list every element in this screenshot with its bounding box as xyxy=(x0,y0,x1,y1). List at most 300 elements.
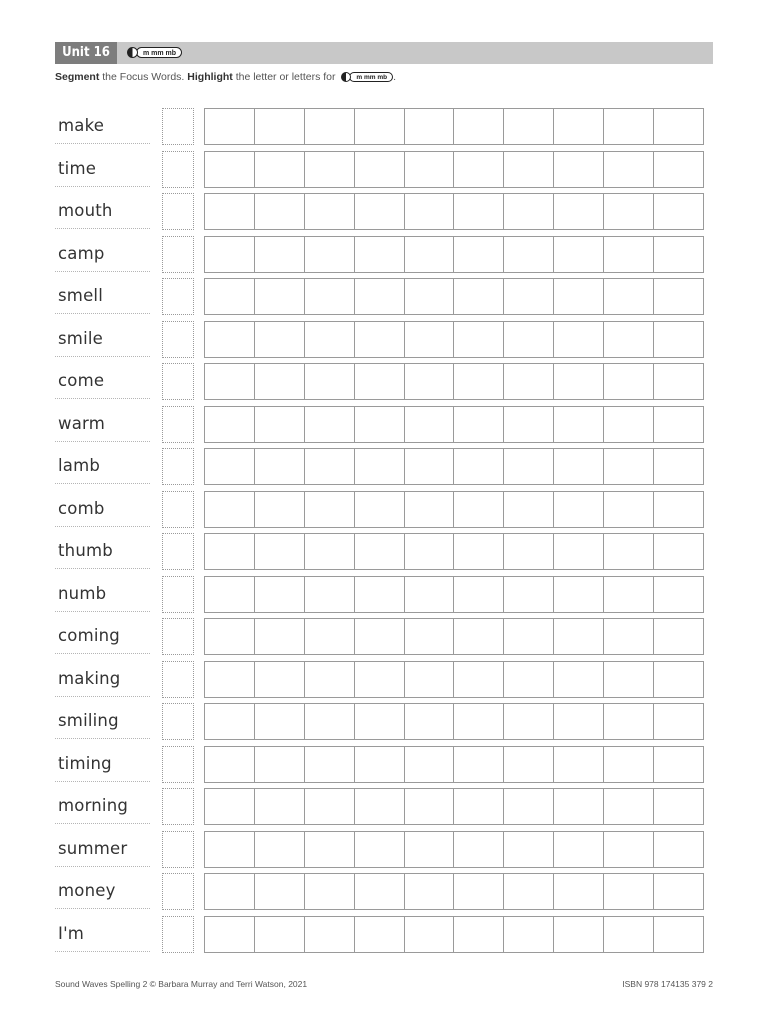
segment-grid xyxy=(204,363,703,400)
segment-cell[interactable] xyxy=(304,406,355,443)
segment-cell[interactable] xyxy=(204,576,255,613)
segment-cell[interactable] xyxy=(453,788,504,825)
segment-grid xyxy=(204,703,703,740)
segment-cell[interactable] xyxy=(204,661,255,698)
segment-cell[interactable] xyxy=(453,491,504,528)
footer-copyright: Sound Waves Spelling 2 © Barbara Murray and Terri Watson, 2021 xyxy=(55,979,308,989)
sound-count-box[interactable] xyxy=(162,321,194,358)
segment-cell[interactable] xyxy=(404,151,455,188)
segment-cell[interactable] xyxy=(503,533,554,570)
word-row xyxy=(55,363,713,406)
sound-count-box[interactable] xyxy=(162,746,194,783)
segment-cell[interactable] xyxy=(553,278,604,315)
segment-cell[interactable] xyxy=(603,448,654,485)
segment-cell[interactable] xyxy=(254,831,305,868)
segment-cell[interactable] xyxy=(204,278,255,315)
segment-cell[interactable] xyxy=(603,788,654,825)
inline-sound-badge xyxy=(341,72,393,82)
sound-badge xyxy=(127,46,182,59)
segment-cell[interactable] xyxy=(503,448,554,485)
focus-word: time xyxy=(58,158,97,178)
segment-cell[interactable] xyxy=(254,108,305,145)
sound-count-box[interactable] xyxy=(162,278,194,315)
segment-cell[interactable] xyxy=(453,916,504,953)
sound-count-box[interactable] xyxy=(162,151,194,188)
segment-cell[interactable] xyxy=(553,108,604,145)
segment-cell[interactable] xyxy=(453,533,504,570)
instructions xyxy=(55,71,396,83)
segment-cell[interactable] xyxy=(503,618,554,655)
focus-word: making xyxy=(58,668,121,688)
word-underline xyxy=(55,951,150,952)
segment-cell[interactable] xyxy=(603,406,654,443)
segment-cell[interactable] xyxy=(304,236,355,273)
segment-cell[interactable] xyxy=(453,321,504,358)
word-underline xyxy=(55,611,150,612)
segment-cell[interactable] xyxy=(553,703,604,740)
segment-cell[interactable] xyxy=(653,193,704,230)
segment-cell[interactable] xyxy=(404,193,455,230)
word-row xyxy=(55,533,713,576)
segment-cell[interactable] xyxy=(304,448,355,485)
segment-cell[interactable] xyxy=(653,321,704,358)
focus-word: smile xyxy=(58,328,103,348)
segment-cell[interactable] xyxy=(503,916,554,953)
segment-cell[interactable] xyxy=(603,491,654,528)
word-row xyxy=(55,406,713,449)
segment-grid xyxy=(204,278,703,315)
segment-cell[interactable] xyxy=(204,703,255,740)
segment-cell[interactable] xyxy=(553,533,604,570)
segment-cell[interactable] xyxy=(354,448,405,485)
segment-cell[interactable] xyxy=(453,703,504,740)
segment-cell[interactable] xyxy=(304,363,355,400)
segment-cell[interactable] xyxy=(603,916,654,953)
segment-cell[interactable] xyxy=(354,108,405,145)
segment-cell[interactable] xyxy=(204,448,255,485)
segment-cell[interactable] xyxy=(354,363,405,400)
segment-grid xyxy=(204,151,703,188)
segment-cell[interactable] xyxy=(204,236,255,273)
segment-cell[interactable] xyxy=(553,321,604,358)
segment-cell[interactable] xyxy=(653,576,704,613)
segment-cell[interactable] xyxy=(603,533,654,570)
segment-cell[interactable] xyxy=(254,703,305,740)
segment-grid xyxy=(204,321,703,358)
segment-cell[interactable] xyxy=(354,788,405,825)
segment-cell[interactable] xyxy=(503,746,554,783)
segment-cell[interactable] xyxy=(603,321,654,358)
segment-cell[interactable] xyxy=(404,831,455,868)
segment-cell[interactable] xyxy=(453,448,504,485)
segment-cell[interactable] xyxy=(354,278,405,315)
segment-cell[interactable] xyxy=(603,193,654,230)
segment-cell[interactable] xyxy=(653,533,704,570)
segment-cell[interactable] xyxy=(204,193,255,230)
instruction-text-2: the letter or letters for xyxy=(232,71,339,83)
segment-cell[interactable] xyxy=(453,661,504,698)
segment-cell[interactable] xyxy=(603,831,654,868)
segment-cell[interactable] xyxy=(254,363,305,400)
segment-grid xyxy=(204,236,703,273)
segment-cell[interactable] xyxy=(553,576,604,613)
segment-cell[interactable] xyxy=(204,533,255,570)
segment-grid xyxy=(204,406,703,443)
segment-cell[interactable] xyxy=(254,576,305,613)
segment-cell[interactable] xyxy=(653,406,704,443)
segment-cell[interactable] xyxy=(404,746,455,783)
segment-cell[interactable] xyxy=(354,151,405,188)
segment-grid xyxy=(204,491,703,528)
word-underline xyxy=(55,653,150,654)
segment-cell[interactable] xyxy=(304,703,355,740)
segment-cell[interactable] xyxy=(603,278,654,315)
segment-cell[interactable] xyxy=(204,788,255,825)
segment-cell[interactable] xyxy=(204,491,255,528)
unit-label: Unit 16 xyxy=(55,42,117,64)
segment-cell[interactable] xyxy=(653,788,704,825)
segment-cell[interactable] xyxy=(653,873,704,910)
segment-cell[interactable] xyxy=(453,406,504,443)
word-underline xyxy=(55,823,150,824)
sound-count-box[interactable] xyxy=(162,236,194,273)
sound-count-box[interactable] xyxy=(162,193,194,230)
segment-cell[interactable] xyxy=(503,108,554,145)
segment-cell[interactable] xyxy=(553,491,604,528)
segment-cell[interactable] xyxy=(254,746,305,783)
segment-cell[interactable] xyxy=(553,873,604,910)
segment-cell[interactable] xyxy=(653,448,704,485)
word-row xyxy=(55,618,713,661)
segment-cell[interactable] xyxy=(354,236,405,273)
segment-cell[interactable] xyxy=(603,703,654,740)
word-underline xyxy=(55,271,150,272)
segment-cell[interactable] xyxy=(503,661,554,698)
segment-cell[interactable] xyxy=(653,703,704,740)
segment-cell[interactable] xyxy=(304,873,355,910)
segment-cell[interactable] xyxy=(204,321,255,358)
segment-grid xyxy=(204,916,703,953)
segment-cell[interactable] xyxy=(254,151,305,188)
segment-cell[interactable] xyxy=(304,618,355,655)
sound-count-box[interactable] xyxy=(162,703,194,740)
word-row xyxy=(55,661,713,704)
segment-cell[interactable] xyxy=(653,108,704,145)
segment-cell[interactable] xyxy=(254,278,305,315)
sound-count-box[interactable] xyxy=(162,618,194,655)
segment-cell[interactable] xyxy=(354,746,405,783)
segment-cell[interactable] xyxy=(254,873,305,910)
segment-cell[interactable] xyxy=(304,151,355,188)
segment-cell[interactable] xyxy=(553,151,604,188)
segment-grid xyxy=(204,831,703,868)
segment-cell[interactable] xyxy=(304,193,355,230)
segment-cell[interactable] xyxy=(404,491,455,528)
segment-cell[interactable] xyxy=(653,661,704,698)
focus-word: smell xyxy=(58,286,103,305)
segment-grid xyxy=(204,873,703,910)
segment-cell[interactable] xyxy=(354,576,405,613)
segment-cell[interactable] xyxy=(204,406,255,443)
word-underline xyxy=(55,696,150,697)
segment-cell[interactable] xyxy=(453,151,504,188)
segment-cell[interactable] xyxy=(503,873,554,910)
segment-cell[interactable] xyxy=(404,916,455,953)
segment-cell[interactable] xyxy=(453,108,504,145)
segment-cell[interactable] xyxy=(304,491,355,528)
sound-count-box[interactable] xyxy=(162,406,194,443)
focus-word: numb xyxy=(58,583,107,603)
segment-cell[interactable] xyxy=(404,788,455,825)
segment-cell[interactable] xyxy=(204,151,255,188)
segment-cell[interactable] xyxy=(304,831,355,868)
segment-cell[interactable] xyxy=(254,618,305,655)
segment-cell[interactable] xyxy=(553,661,604,698)
word-row xyxy=(55,576,713,619)
word-underline xyxy=(55,398,150,399)
segment-cell[interactable] xyxy=(553,916,604,953)
segment-cell[interactable] xyxy=(503,831,554,868)
segment-cell[interactable] xyxy=(603,618,654,655)
segment-cell[interactable] xyxy=(404,618,455,655)
segment-cell[interactable] xyxy=(354,491,405,528)
segment-cell[interactable] xyxy=(254,916,305,953)
segment-cell[interactable] xyxy=(304,576,355,613)
segment-cell[interactable] xyxy=(503,321,554,358)
footer-isbn: ISBN 978 174135 379 2 xyxy=(622,979,713,989)
segment-cell[interactable] xyxy=(653,916,704,953)
segment-cell[interactable] xyxy=(304,916,355,953)
segment-cell[interactable] xyxy=(503,193,554,230)
word-underline xyxy=(55,356,150,357)
sound-count-box[interactable] xyxy=(162,363,194,400)
focus-word: camp xyxy=(58,243,105,263)
inline-sound-badge-text: m mm mb xyxy=(349,72,393,82)
segment-cell[interactable] xyxy=(304,661,355,698)
word-row xyxy=(55,788,713,831)
segment-cell[interactable] xyxy=(254,448,305,485)
sound-count-box[interactable] xyxy=(162,661,194,698)
word-underline xyxy=(55,186,150,187)
segment-cell[interactable] xyxy=(254,236,305,273)
segment-cell[interactable] xyxy=(254,491,305,528)
segment-grid xyxy=(204,576,703,613)
word-row xyxy=(55,873,713,916)
sound-count-box[interactable] xyxy=(162,873,194,910)
segment-cell[interactable] xyxy=(304,108,355,145)
segment-cell[interactable] xyxy=(603,746,654,783)
segment-cell[interactable] xyxy=(553,831,604,868)
segment-cell[interactable] xyxy=(404,448,455,485)
segment-cell[interactable] xyxy=(653,278,704,315)
sound-count-box[interactable] xyxy=(162,491,194,528)
focus-word: coming xyxy=(58,626,120,645)
focus-word: warm xyxy=(58,413,105,433)
segment-cell[interactable] xyxy=(453,873,504,910)
focus-word: make xyxy=(58,116,105,135)
sound-count-box[interactable] xyxy=(162,108,194,145)
segment-cell[interactable] xyxy=(404,236,455,273)
segment-cell[interactable] xyxy=(304,321,355,358)
sound-badge-text: m mm mb xyxy=(136,47,182,58)
segment-cell[interactable] xyxy=(553,448,604,485)
segment-cell[interactable] xyxy=(254,321,305,358)
segment-cell[interactable] xyxy=(503,151,554,188)
segment-cell[interactable] xyxy=(653,746,704,783)
segment-cell[interactable] xyxy=(204,873,255,910)
segment-cell[interactable] xyxy=(204,363,255,400)
focus-word: mouth xyxy=(58,201,113,220)
word-row xyxy=(55,916,713,959)
segment-cell[interactable] xyxy=(553,788,604,825)
segment-cell[interactable] xyxy=(453,576,504,613)
segment-cell[interactable] xyxy=(603,363,654,400)
segment-cell[interactable] xyxy=(354,916,405,953)
word-underline xyxy=(55,526,150,527)
segment-grid xyxy=(204,193,703,230)
segment-cell[interactable] xyxy=(404,873,455,910)
sound-count-box[interactable] xyxy=(162,916,194,953)
segment-cell[interactable] xyxy=(354,661,405,698)
segment-cell[interactable] xyxy=(603,236,654,273)
segment-cell[interactable] xyxy=(653,236,704,273)
segment-cell[interactable] xyxy=(503,703,554,740)
word-row xyxy=(55,321,713,364)
segment-cell[interactable] xyxy=(404,278,455,315)
sound-count-box[interactable] xyxy=(162,788,194,825)
segment-cell[interactable] xyxy=(503,491,554,528)
sound-count-box[interactable] xyxy=(162,576,194,613)
segment-cell[interactable] xyxy=(404,406,455,443)
segment-cell[interactable] xyxy=(354,193,405,230)
sound-count-box[interactable] xyxy=(162,448,194,485)
focus-word: I'm xyxy=(58,923,85,943)
segment-cell[interactable] xyxy=(354,406,405,443)
segment-cell[interactable] xyxy=(653,151,704,188)
segment-cell[interactable] xyxy=(653,491,704,528)
instruction-end: . xyxy=(393,71,397,83)
segment-cell[interactable] xyxy=(404,108,455,145)
segment-cell[interactable] xyxy=(603,108,654,145)
segment-cell[interactable] xyxy=(603,873,654,910)
segment-cell[interactable] xyxy=(503,788,554,825)
segment-cell[interactable] xyxy=(354,533,405,570)
segment-cell[interactable] xyxy=(503,278,554,315)
word-row xyxy=(55,278,713,321)
segment-cell[interactable] xyxy=(254,788,305,825)
segment-cell[interactable] xyxy=(254,406,305,443)
segment-cell[interactable] xyxy=(453,193,504,230)
segment-grid xyxy=(204,533,703,570)
segment-cell[interactable] xyxy=(453,236,504,273)
segment-grid xyxy=(204,746,703,783)
segment-cell[interactable] xyxy=(503,363,554,400)
segment-cell[interactable] xyxy=(354,618,405,655)
instruction-verb-highlight: Highlight xyxy=(187,71,233,83)
segment-cell[interactable] xyxy=(354,321,405,358)
segment-cell[interactable] xyxy=(204,108,255,145)
focus-word: money xyxy=(58,881,116,900)
word-underline xyxy=(55,866,150,867)
segment-cell[interactable] xyxy=(553,746,604,783)
segment-cell[interactable] xyxy=(354,831,405,868)
word-row xyxy=(55,448,713,491)
segment-cell[interactable] xyxy=(503,236,554,273)
word-underline xyxy=(55,738,150,739)
segment-cell[interactable] xyxy=(503,576,554,613)
segment-cell[interactable] xyxy=(453,746,504,783)
segment-cell[interactable] xyxy=(603,661,654,698)
segment-cell[interactable] xyxy=(453,618,504,655)
segment-cell[interactable] xyxy=(304,533,355,570)
focus-word: smiling xyxy=(58,711,119,730)
segment-cell[interactable] xyxy=(653,363,704,400)
segment-cell[interactable] xyxy=(354,873,405,910)
segment-cell[interactable] xyxy=(204,831,255,868)
segment-cell[interactable] xyxy=(254,533,305,570)
segment-cell[interactable] xyxy=(553,193,604,230)
segment-cell[interactable] xyxy=(354,703,405,740)
segment-cell[interactable] xyxy=(204,746,255,783)
segment-cell[interactable] xyxy=(404,703,455,740)
segment-cell[interactable] xyxy=(553,406,604,443)
word-underline xyxy=(55,908,150,909)
moon-icon xyxy=(127,47,138,58)
word-underline xyxy=(55,313,150,314)
word-row xyxy=(55,151,713,194)
word-row xyxy=(55,108,713,151)
sound-count-box[interactable] xyxy=(162,533,194,570)
word-underline xyxy=(55,228,150,229)
segment-cell[interactable] xyxy=(404,533,455,570)
focus-word: summer xyxy=(58,838,128,858)
segment-cell[interactable] xyxy=(453,831,504,868)
segment-cell[interactable] xyxy=(503,406,554,443)
segment-cell[interactable] xyxy=(304,746,355,783)
segment-cell[interactable] xyxy=(603,576,654,613)
segment-cell[interactable] xyxy=(204,618,255,655)
segment-cell[interactable] xyxy=(304,278,355,315)
word-row xyxy=(55,703,713,746)
segment-cell[interactable] xyxy=(404,661,455,698)
segment-grid xyxy=(204,618,703,655)
segment-grid xyxy=(204,788,703,825)
focus-word: come xyxy=(58,371,105,390)
segment-cell[interactable] xyxy=(453,278,504,315)
segment-cell[interactable] xyxy=(553,618,604,655)
segment-cell[interactable] xyxy=(404,321,455,358)
segment-cell[interactable] xyxy=(204,916,255,953)
segment-cell[interactable] xyxy=(653,618,704,655)
segment-cell[interactable] xyxy=(453,363,504,400)
focus-word: lamb xyxy=(58,456,101,475)
segment-cell[interactable] xyxy=(254,661,305,698)
word-rows xyxy=(55,108,713,958)
segment-cell[interactable] xyxy=(304,788,355,825)
segment-cell[interactable] xyxy=(254,193,305,230)
segment-cell[interactable] xyxy=(653,831,704,868)
sound-count-box[interactable] xyxy=(162,831,194,868)
focus-word: thumb xyxy=(58,541,113,560)
word-underline xyxy=(55,781,150,782)
segment-grid xyxy=(204,661,703,698)
segment-cell[interactable] xyxy=(553,236,604,273)
segment-cell[interactable] xyxy=(404,576,455,613)
segment-cell[interactable] xyxy=(404,363,455,400)
segment-cell[interactable] xyxy=(603,151,654,188)
segment-cell[interactable] xyxy=(553,363,604,400)
focus-word: morning xyxy=(58,796,129,815)
